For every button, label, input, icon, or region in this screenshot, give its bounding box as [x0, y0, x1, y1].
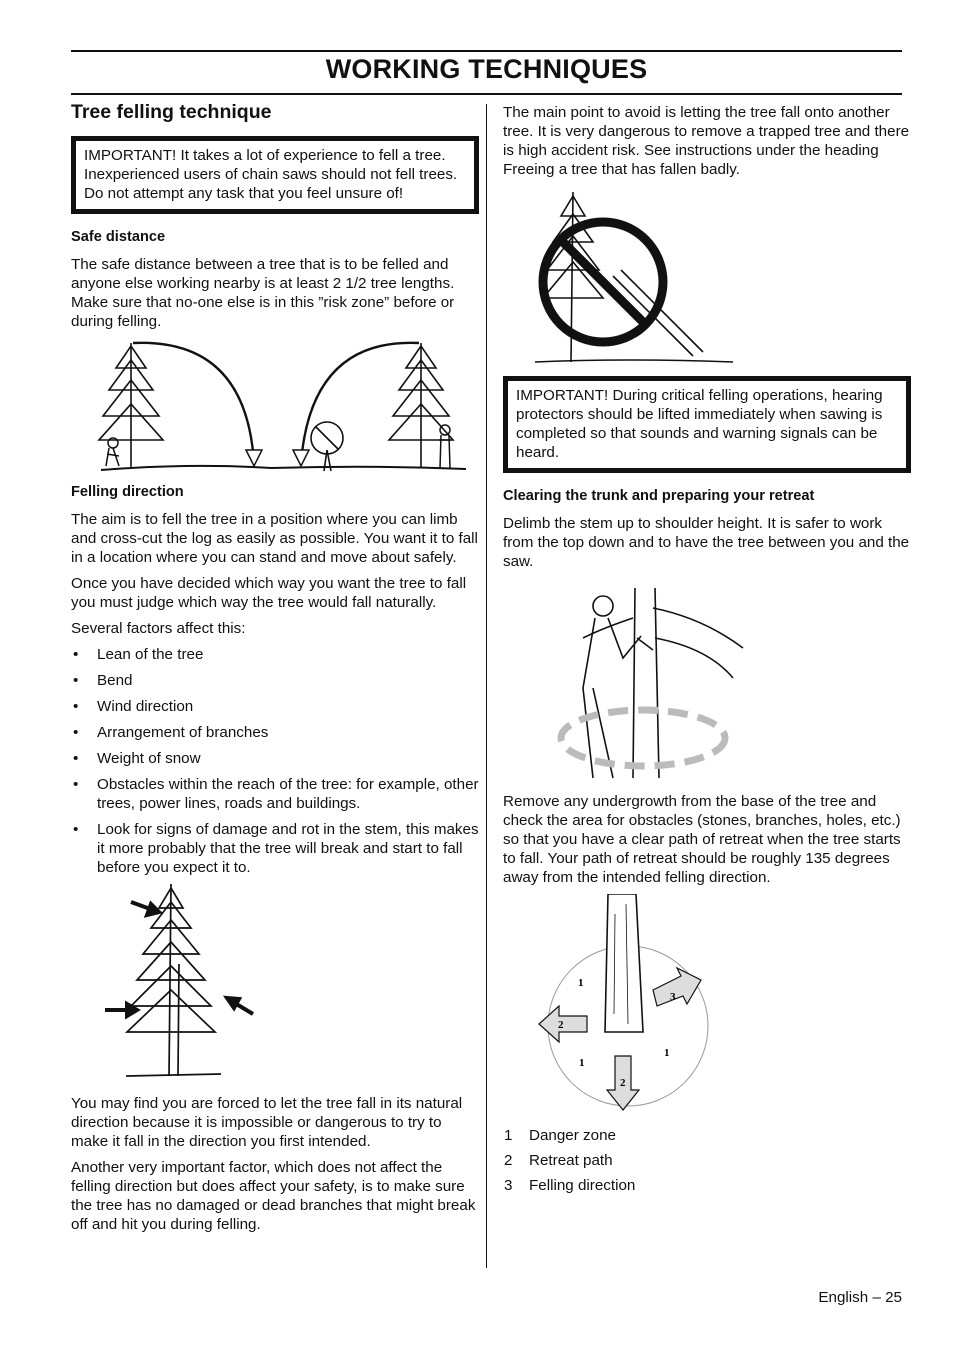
label-retreat-bottom: 2	[620, 1077, 626, 1089]
safe-distance-illustration	[71, 338, 479, 478]
list-item: • Bend	[73, 672, 133, 689]
clearing-heading: Clearing the trunk and preparing your retreat	[503, 488, 815, 504]
column-divider	[486, 104, 487, 1268]
list-item: • Weight of snow	[73, 750, 201, 767]
header-rule-top	[71, 50, 902, 52]
felling-direction-p1: The aim is to fell the tree in a position where you can limb and cross-cut the log as easily as possible. You want it to fall in a location where you can stand and move about safely.	[71, 511, 478, 566]
retreat-path-diagram	[503, 894, 903, 1120]
label-retreat-left: 2	[558, 1019, 564, 1031]
felling-direction-p5: Another very important factor, which does not affect the felling direction but does affect your safety, is to make sure the tree has no damaged or dead branches that might break off and hit you during felling.	[71, 1159, 476, 1233]
tree-factors-illustration	[71, 884, 479, 1084]
page-footer: English – 25	[818, 1289, 902, 1306]
felling-direction-p4: You may find you are forced to let the tree fall in its natural direction because it is impossible or dangerous to try to make it fall in the direction you first intended.	[71, 1095, 463, 1150]
felling-direction-p2: Once you have decided which way you want the tree to fall you must judge which way the tree would fall naturally.	[71, 575, 467, 611]
label-danger-right: 1	[664, 1047, 670, 1059]
safe-distance-heading: Safe distance	[71, 229, 166, 245]
trunk-icon	[605, 894, 643, 1032]
list-item: • Arrangement of branches	[73, 724, 269, 741]
label-danger-top: 1	[578, 977, 584, 989]
left-arc-arrow	[133, 343, 254, 463]
important-box: IMPORTANT! It takes a lot of experience to fell a tree. Inexperienced users of chain saws should not fell trees. Do not attempt any task that you feel unsure of!	[71, 136, 479, 214]
label-felling: 3	[670, 991, 676, 1003]
list-item: • Obstacles within the reach of the tree: for example, other trees, power lines, roads and buildings.	[73, 776, 479, 812]
left-column	[71, 103, 479, 1241]
list-item: • Look for signs of damage and rot in the stem, this makes it more probably that the tree will break and start to fall before you expect it to.	[73, 821, 479, 876]
felling-arrow-icon	[653, 968, 701, 1006]
legend-item: 2 Retreat path	[504, 1152, 613, 1169]
right-arc-arrow	[301, 343, 419, 463]
prohibited-person-icon	[311, 422, 343, 471]
right-intro: The main point to avoid is letting the tree fall onto another tree. It is very dangerous to remove a trapped tree and there is high accident risk. See instructions under the heading Freeing a tree that has fallen badly.	[503, 104, 910, 178]
important-box-hearing: IMPORTANT! During critical felling operations, hearing protectors should be lifted immediately when sawing is completed so that sounds and warning signals can be heard.	[503, 376, 911, 473]
spruce-tree-icon	[126, 884, 221, 1076]
legend-item: 3 Felling direction	[504, 1177, 636, 1194]
header-rule-bottom	[71, 93, 902, 95]
clearing-p2: Remove any undergrowth from the base of the tree and check the area for obstacles (stones, branches, holes, etc.) so that you have a clear path of retreat when the tree starts to fall. Your path of retreat should be roughly 135 degrees away from the intended felling direction.	[503, 793, 901, 886]
list-item: • Wind direction	[73, 698, 194, 715]
worker-icon	[106, 438, 119, 466]
clearing-p1: Delimb the stem up to shoulder height. It is safer to work from the top down and to have the tree between you and the saw.	[503, 515, 910, 570]
right-tree-icon	[389, 343, 453, 468]
list-item: • Lean of the tree	[73, 646, 204, 663]
tree-falling-on-tree-illustration	[503, 186, 903, 368]
page-title: WORKING TECHNIQUES	[325, 54, 648, 84]
section-title: Tree felling technique	[71, 101, 272, 123]
right-column	[503, 103, 911, 1201]
delimbing-illustration	[503, 578, 903, 786]
safe-distance-text: The safe distance between a tree that is to be felled and anyone else working nearby is at least 2 1/2 tree lengths. Make sure that no-one else is in this ”risk zone” before or during felling.	[71, 256, 455, 330]
felling-direction-p3: Several factors affect this:	[71, 620, 246, 637]
legend-item: 1 Danger zone	[504, 1127, 616, 1144]
label-danger-left-bottom: 1	[579, 1057, 585, 1069]
felling-direction-heading: Felling direction	[71, 484, 184, 500]
